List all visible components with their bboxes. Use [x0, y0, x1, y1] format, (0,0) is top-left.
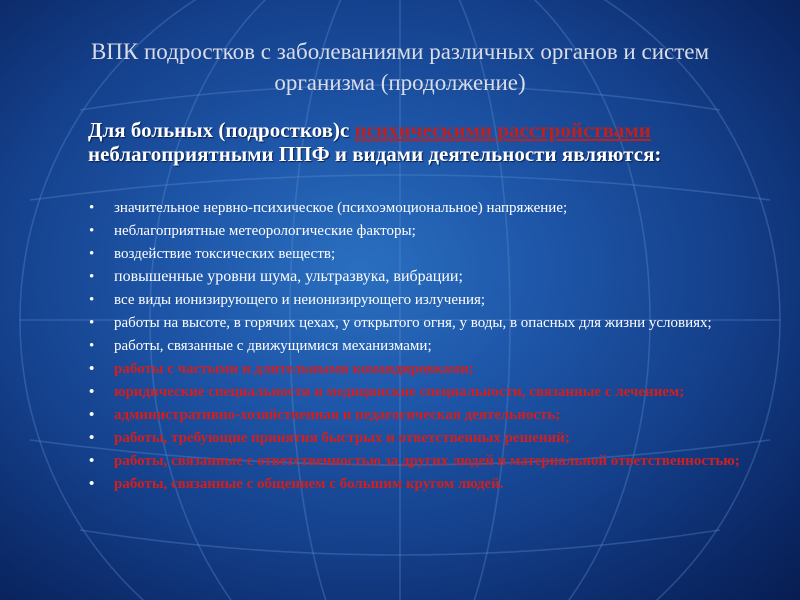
list-item-text: административно-хозяйственная и педагогическая деятельность; — [114, 407, 561, 423]
list-item-text: работы, требующие принятия быстрых и ответственных решений; — [114, 430, 570, 446]
list-item-text: работы с частыми и длительными командировками; — [114, 361, 474, 377]
bullet-icon: • — [89, 200, 95, 216]
list-item-text: значительное нервно-психическое (психоэмоциональное) напряжение; — [114, 200, 568, 216]
list-item — [89, 361, 769, 377]
list-item — [89, 453, 769, 469]
list-item-text: работы на высоте, в горячих цехах, у открытого огня, у воды, в опасных для жизни условиях; — [114, 315, 712, 331]
list-item-text: работы, связанные с общением с большим кругом людей. — [114, 476, 504, 492]
list-item-text: повышенные уровни шума, ультразвука, вибрации; — [114, 268, 463, 285]
intro-paragraph — [88, 118, 768, 166]
bullet-icon: • — [89, 384, 95, 400]
list-item — [89, 315, 769, 331]
list-item-text: юридические специальности и медицинские специальности, связанные с лечением; — [114, 384, 685, 400]
list-item — [89, 384, 769, 400]
bullet-icon: • — [89, 269, 95, 285]
bullet-icon: • — [89, 246, 95, 262]
bullet-icon: • — [89, 453, 95, 469]
list-item-text: работы, связанные с ответственностью за других людей и материальной ответственностью; — [114, 453, 740, 469]
list-item — [89, 476, 769, 492]
bullet-icon: • — [89, 430, 95, 446]
bullet-icon: • — [89, 476, 95, 492]
list-item-text: воздействие токсических веществ; — [114, 246, 336, 262]
list-item — [89, 292, 769, 308]
list-item-text: неблагоприятные метеорологические факторы; — [114, 223, 416, 239]
bullet-icon: • — [89, 223, 95, 239]
intro-text-end: неблагоприятными ППФ и видами деятельности являются: — [88, 142, 662, 166]
list-item-text: все виды ионизирующего и неионизирующего излучения; — [114, 292, 486, 308]
list-item — [89, 246, 769, 262]
intro-text-start: Для больных (подростков)с — [88, 118, 355, 142]
list-item-text: работы, связанные с движущимися механизмами; — [114, 338, 432, 354]
list-item — [89, 269, 769, 285]
bullet-icon: • — [89, 361, 95, 377]
intro-highlight-link[interactable]: психическими расстройствами — [354, 118, 651, 142]
bullet-icon: • — [89, 407, 95, 423]
list-item — [89, 338, 769, 354]
slide-title: ВПК подростков с заболеваниями различных органов и систем организма (продолжение) — [90, 39, 710, 95]
bullet-list — [89, 200, 769, 499]
list-item — [89, 407, 769, 423]
bullet-icon: • — [89, 315, 95, 331]
list-item — [89, 223, 769, 239]
list-item — [89, 200, 769, 216]
list-item — [89, 430, 769, 446]
bullet-icon: • — [89, 292, 95, 308]
bullet-icon: • — [89, 338, 95, 354]
